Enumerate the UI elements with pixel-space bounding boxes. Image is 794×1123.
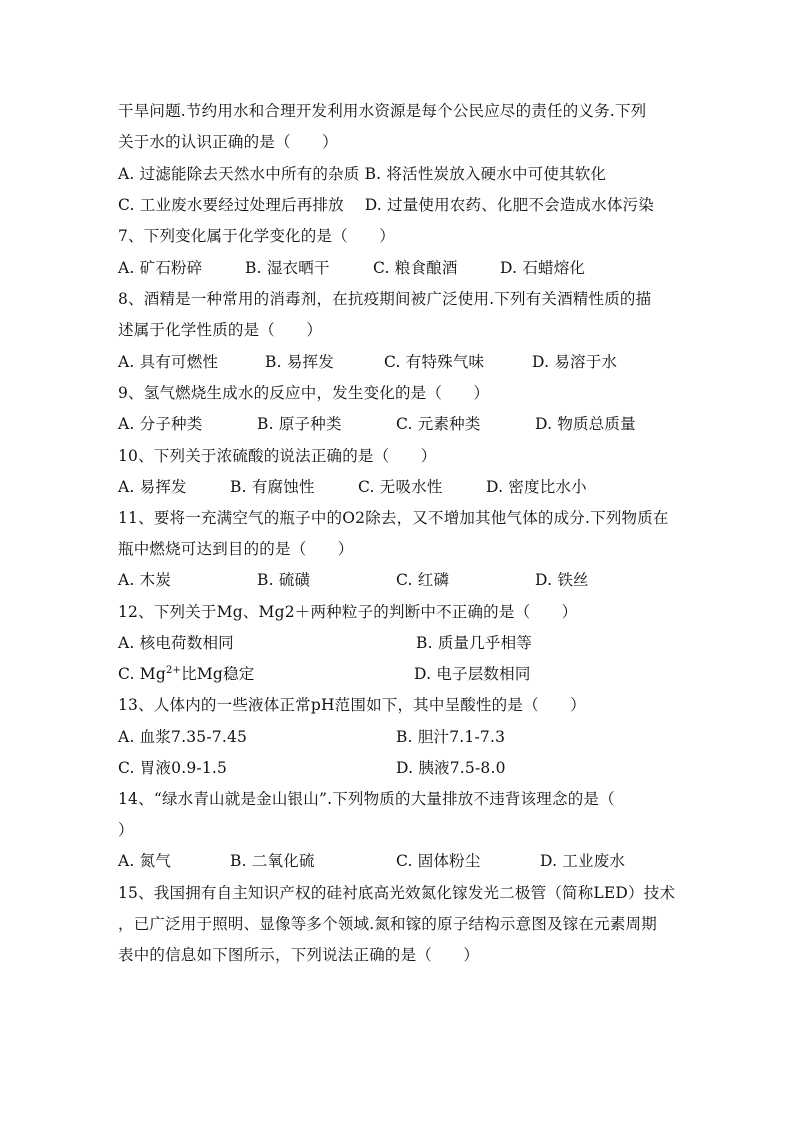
q13-stem: 13、人体内的一些液体正常pH范围如下，其中呈酸性的是（ ） [118, 696, 586, 714]
q9-option-a: A. 分子种类 [118, 415, 203, 433]
q15-stem-line-3: 表中的信息如下图所示，下列说法正确的是（ ） [118, 946, 480, 964]
q6-options-ab: A. 过滤能除去天然水中所有的杂质 B. 将活性炭放入硬水中可使其软化 [118, 165, 607, 183]
q12-option-c-prefix: C. Mg [118, 665, 166, 683]
q6-stem-line-2: 关于水的认识正确的是（ ） [118, 133, 338, 151]
q9-option-d: D. 物质总质量 [535, 415, 636, 433]
q9-option-b: B. 原子种类 [257, 415, 342, 433]
q6-stem-line-1: 干旱问题.节约用水和合理开发利用水资源是每个公民应尽的责任的义务.下列 [118, 102, 647, 120]
q11-stem-line-1: 11、要将一充满空气的瓶子中的O2除去，又不增加其他气体的成分.下列物质在 [118, 509, 669, 527]
q10-option-d: D. 密度比水小 [486, 478, 587, 496]
q7-option-d: D. 石蜡熔化 [500, 259, 586, 277]
q12-option-c-charge: 2+ [165, 664, 182, 676]
q14-option-a: A. 氮气 [118, 852, 172, 870]
q15-stem-line-1: 15、我国拥有自主知识产权的硅衬底高光效氮化镓发光二极管（简称LED）技术 [118, 884, 676, 902]
q12-option-b: B. 质量几乎相等 [416, 634, 533, 652]
q14-option-d: D. 工业废水 [540, 852, 626, 870]
q14-stem-line-1: 14、“绿水青山就是金山银山”.下列物质的大量排放不违背该理念的是（ [118, 790, 615, 808]
q14-option-b: B. 二氧化硫 [230, 852, 315, 870]
q9-option-c: C. 元素种类 [396, 415, 481, 433]
q13-option-a: A. 血浆7.35-7.45 [118, 728, 248, 746]
q10-option-b: B. 有腐蚀性 [230, 478, 315, 496]
q11-option-a: A. 木炭 [118, 571, 172, 589]
q12-option-d: D. 电子层数相同 [414, 665, 531, 683]
q13-option-b: B. 胆汁7.1-7.3 [396, 728, 506, 746]
q8-stem-line-2: 述属于化学性质的是（ ） [118, 321, 323, 339]
q12-option-c [118, 664, 254, 684]
q8-option-b: B. 易挥发 [265, 353, 334, 371]
q12-option-a: A. 核电荷数相同 [118, 634, 234, 652]
q13-option-c: C. 胃液0.9-1.5 [118, 759, 228, 777]
q6-options-cd: C. 工业废水要经过处理后再排放 D. 过量使用农药、化肥不会造成水体污染 [118, 196, 654, 214]
q7-option-c: C. 粮食酿酒 [373, 259, 458, 277]
q10-option-a: A. 易挥发 [118, 478, 187, 496]
q12-stem: 12、下列关于Mg、Mg2＋两种粒子的判断中不正确的是（ ） [118, 603, 578, 621]
q10-option-c: C. 无吸水性 [358, 478, 443, 496]
q7-stem: 7、下列变化属于化学变化的是（ ） [118, 227, 395, 245]
q11-option-c: C. 红磷 [396, 571, 450, 589]
q11-stem-line-2: 瓶中燃烧可达到目的的是（ ） [118, 540, 354, 558]
q11-option-d: D. 铁丝 [535, 571, 589, 589]
q11-option-b: B. 硫磺 [257, 571, 311, 589]
q8-option-c: C. 有特殊气味 [384, 353, 485, 371]
q8-stem-line-1: 8、酒精是一种常用的消毒剂，在抗疫期间被广泛使用.下列有关酒精性质的描 [118, 290, 652, 308]
q14-stem-line-2: ） [118, 821, 134, 839]
q13-option-d: D. 胰液7.5-8.0 [396, 759, 506, 777]
q7-option-b: B. 湿衣晒干 [245, 259, 330, 277]
q14-option-c: C. 固体粉尘 [396, 852, 481, 870]
q7-option-a: A. 矿石粉碎 [118, 259, 203, 277]
q12-option-c-suffix: 比Mg稳定 [181, 665, 255, 683]
q9-stem: 9、氢气燃烧生成水的反应中，发生变化的是（ ） [118, 384, 490, 402]
q8-option-a: A. 具有可燃性 [118, 353, 219, 371]
q10-stem: 10、下列关于浓硫酸的说法正确的是（ ） [118, 447, 437, 465]
q8-option-d: D. 易溶于水 [532, 353, 618, 371]
q15-stem-line-2: ，已广泛用于照明、显像等多个领域.氮和镓的原子结构示意图及镓在元素周期 [118, 915, 657, 933]
